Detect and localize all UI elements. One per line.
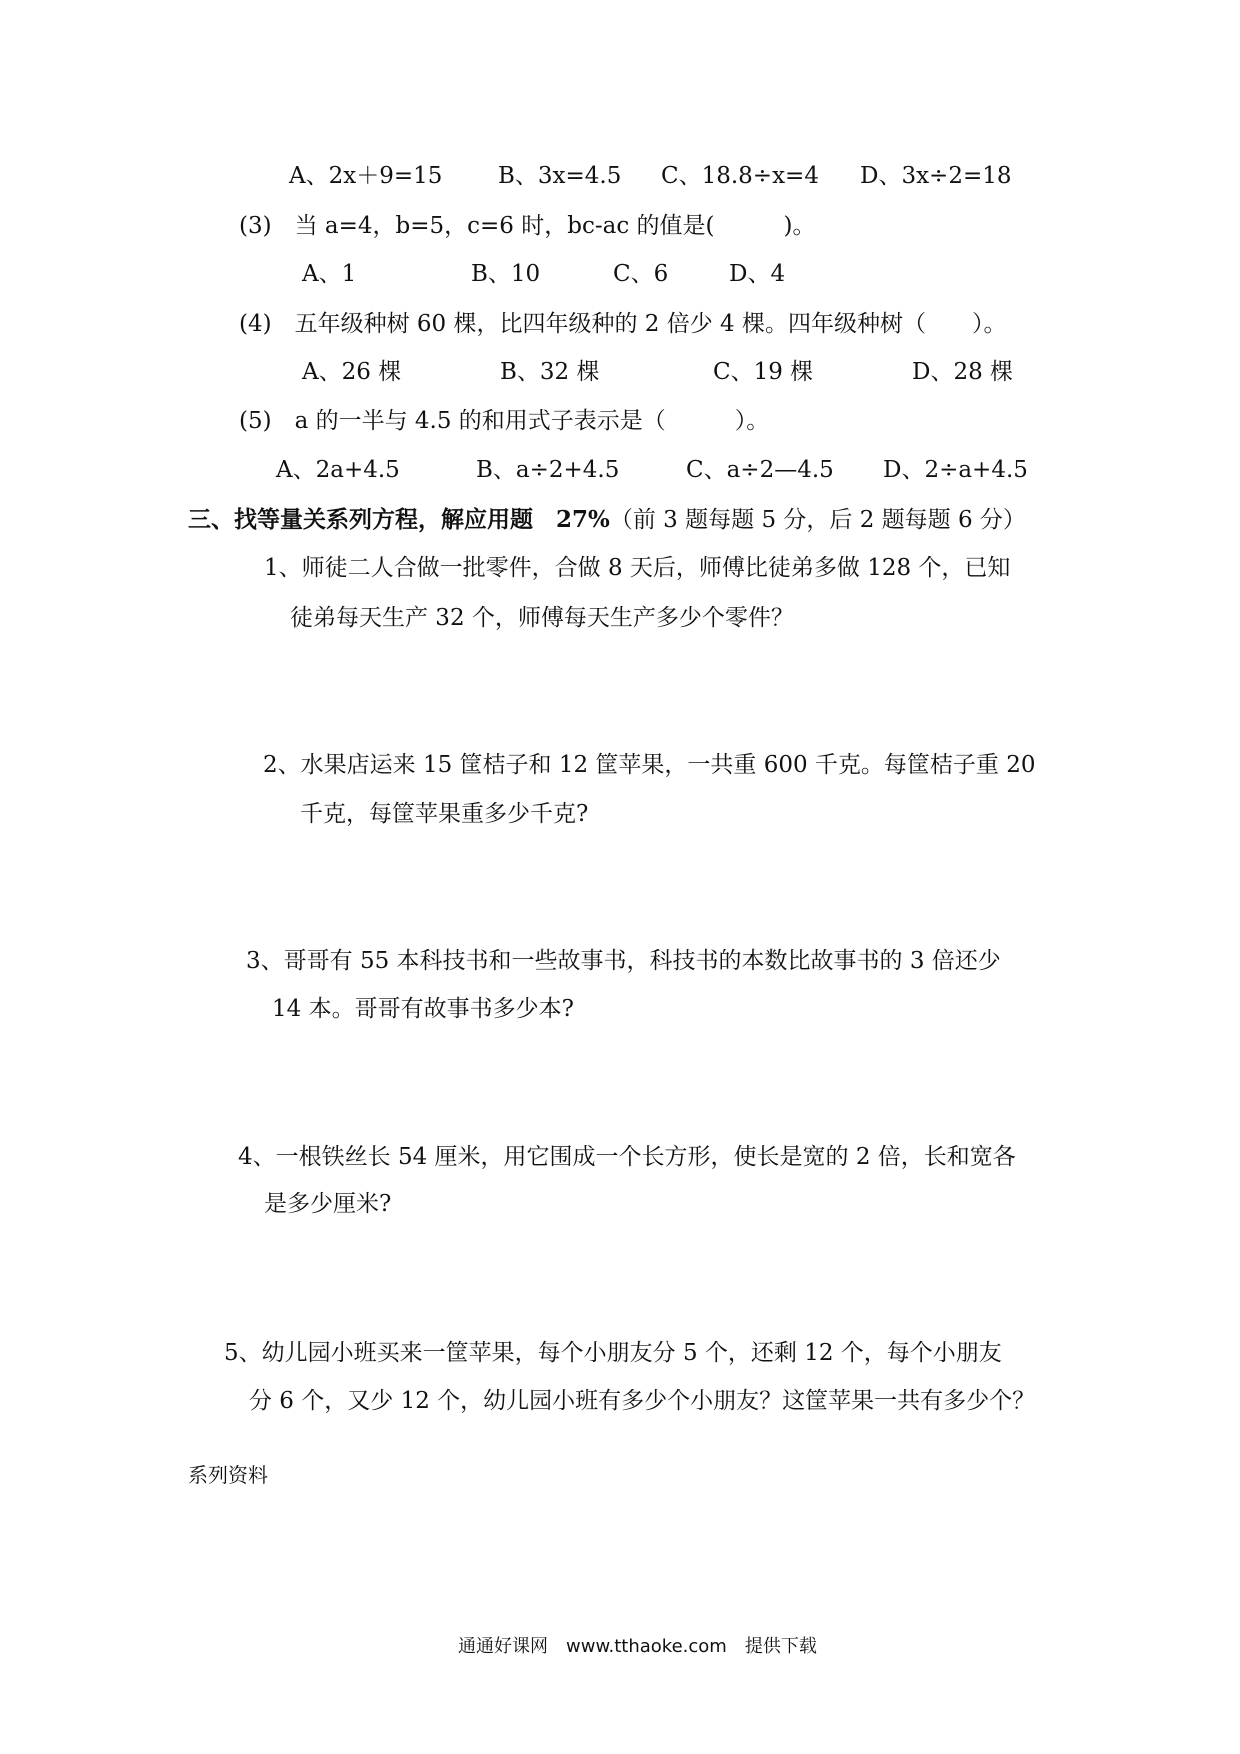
q4-option-b: B、32 棵 bbox=[500, 359, 600, 385]
q3-option-b: B、10 bbox=[471, 261, 541, 287]
q3-option-d: D、4 bbox=[729, 261, 786, 287]
q4-option-a: A、26 棵 bbox=[302, 359, 402, 385]
problem-1-line-2: 徒弟每天生产 32 个，师傅每天生产多少个零件？ bbox=[290, 605, 794, 631]
section-title: 三、找等量关系列方程，解应用题 27% bbox=[188, 506, 610, 533]
series-label: 系列资料 bbox=[188, 1463, 268, 1487]
problem-5-line-1: 5、幼儿园小班买来一筐苹果，每个小朋友分 5 个，还剩 12 个，每个小朋友 bbox=[224, 1340, 1002, 1366]
problem-3-line-2: 14 本。哥哥有故事书多少本? bbox=[272, 996, 574, 1022]
q4-text: (4) 五年级种树 60 棵，比四年级种的 2 倍少 4 棵。四年级种树（ ）。 bbox=[239, 311, 1007, 337]
q4-option-d: D、28 棵 bbox=[912, 359, 1014, 385]
q5-option-b: B、a÷2+4.5 bbox=[476, 457, 620, 483]
problem-4-line-1: 4、一根铁丝长 54 厘米，用它围成一个长方形，使长是宽的 2 倍，长和宽各 bbox=[238, 1144, 1016, 1170]
problem-1-line-1: 1、师徒二人合做一批零件，合做 8 天后，师傅比徒弟多做 128 个，已知 bbox=[264, 555, 1011, 581]
q3-option-a: A、1 bbox=[302, 261, 357, 287]
problem-2-line-1: 2、水果店运来 15 筐桔子和 12 筐苹果，一共重 600 千克。每筐桔子重 20 bbox=[263, 752, 1036, 778]
q5-option-a: A、2a+4.5 bbox=[276, 457, 400, 483]
q3-option-c: C、6 bbox=[613, 261, 669, 287]
section-heading bbox=[188, 505, 1026, 535]
q2-option-d: D、3x÷2=18 bbox=[860, 163, 1012, 189]
problem-2-line-2: 千克，每筐苹果重多少千克? bbox=[300, 801, 589, 827]
q2-option-c: C、18.8÷x=4 bbox=[661, 163, 819, 189]
problem-4-line-2: 是多少厘米? bbox=[264, 1191, 392, 1217]
problem-5-line-2: 分 6 个，又少 12 个，幼儿园小班有多少个小朋友？这筐苹果一共有多少个？ bbox=[249, 1388, 1036, 1414]
q5-option-c: C、a÷2—4.5 bbox=[686, 457, 834, 483]
q5-option-d: D、2÷a+4.5 bbox=[883, 457, 1028, 483]
footer-download-note: 通通好课网 www.tthaoke.com 提供下载 bbox=[458, 1636, 817, 1657]
section-note: （前 3 题每题 5 分，后 2 题每题 6 分） bbox=[609, 507, 1026, 533]
q3-text: (3) 当 a=4，b=5，c=6 时，bc-ac 的值是( )。 bbox=[239, 213, 816, 239]
q5-text: (5) a 的一半与 4.5 的和用式子表示是（ ）。 bbox=[239, 408, 770, 434]
q4-option-c: C、19 棵 bbox=[713, 359, 814, 385]
problem-3-line-1: 3、哥哥有 55 本科技书和一些故事书，科技书的本数比故事书的 3 倍还少 bbox=[246, 948, 1001, 974]
q2-option-b: B、3x=4.5 bbox=[498, 163, 622, 189]
q2-option-a: A、2x＋9=15 bbox=[289, 163, 443, 189]
